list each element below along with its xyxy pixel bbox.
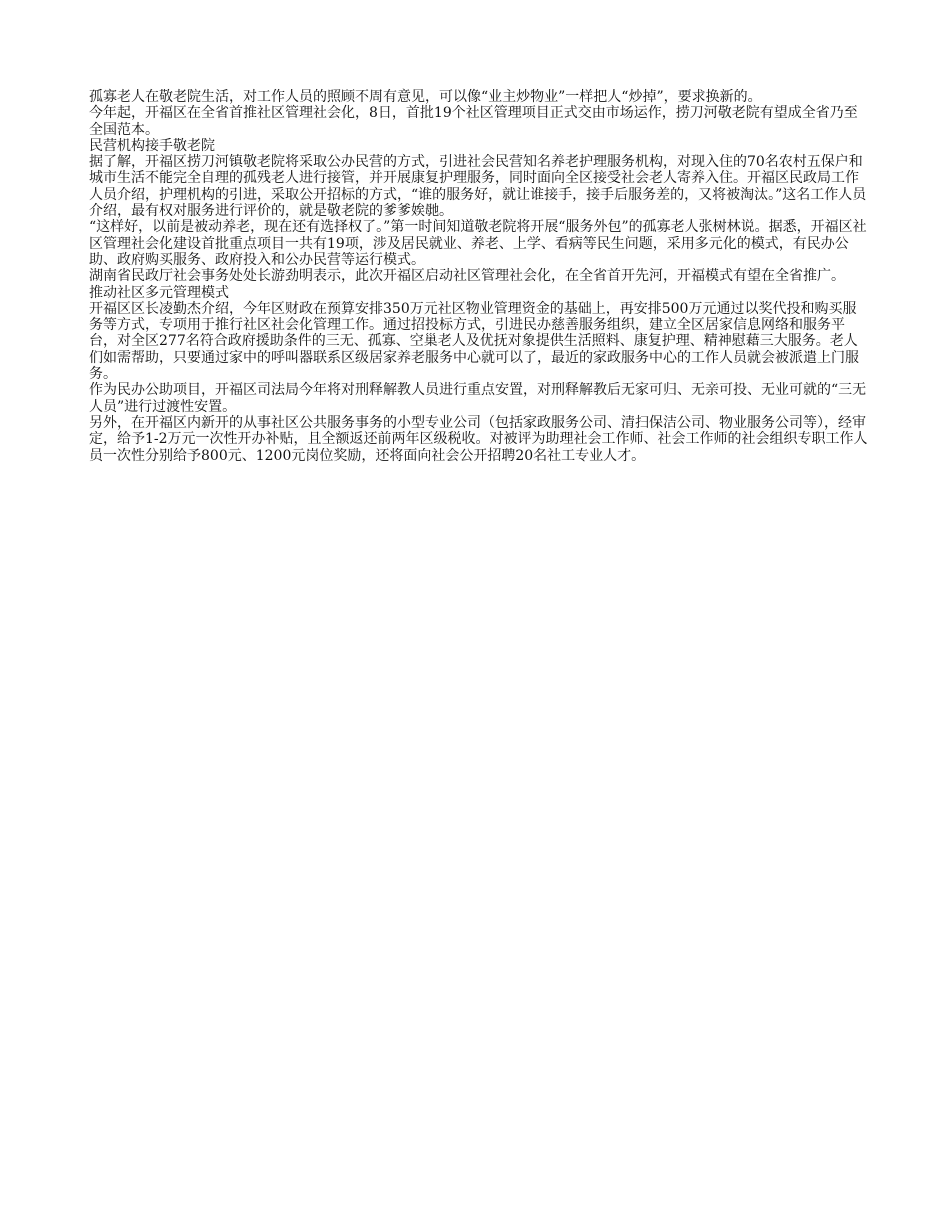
document-body [89,89,869,464]
paragraph-subsidies: 另外，在开福区内新开的从事社区公共服务事务的小型专业公司（包括家政服务公司、清扫保洁公司、物业服务公司等），经审定，给予1-2万元一次性开办补贴，且全额返还前两年区级税收。对被评为助理社会工作师、社会工作师的社会组织专职工作人员一次性分别给予800元、1200元岗位奖励，还将面向社会公开招聘20名社工专业人才。 [89,414,868,464]
section-heading-private-operator: 民营机构接手敬老院 [89,137,215,154]
paragraph-provincial-comment: 湖南省民政厅社会事务处处长游劲明表示，此次开福区启动社区管理社会化，在全省首开先河，开福模式有望在全省推广。 [89,268,845,285]
paragraph-funding: 开福区区长凌勤杰介绍，今年区财政在预算安排350万元社区物业管理资金的基础上，再安排500万元通过以奖代投和购买服务等方式，专项用于推行社区社会化管理工作。通过招投标方式，引进民办慈善服务组织，建立全区居家信息网络和服务平台，对全区277名符合政府援助条件的三无、孤寡、空巢老人及优抚对象提供生活照料、康复护理、精神慰藉三大服务。老人们如需帮助，只要通过家中的呼叫器联系区级居家养老服务中心就可以了，最近的家政服务中心的工作人员就会被派遣上门服务。 [89,300,859,383]
paragraph-intro: 孤寡老人在敬老院生活，对工作人员的照顾不周有意见，可以像“业主炒物业”一样把人“炒掉”，要求换新的。 [89,89,762,105]
paragraph-justice-bureau: 作为民办公助项目，开福区司法局今年将对刑释解教人员进行重点安置，对刑释解教后无家可归、无亲可投、无业可就的“三无人员”进行过渡性安置。 [89,382,867,415]
section-heading-multi-management: 推动社区多元管理模式 [89,284,229,301]
paragraph-nursing-home: 据了解，开福区捞刀河镇敬老院将采取公办民营的方式，引进社会民营知名养老护理服务机构，对现入住的70名农村五保户和城市生活不能完全自理的孤残老人进行接管，并开展康复护理服务，同时面向全区接受社会老人寄养入住。开福区民政局工作人员介绍，护理机构的引进，采取公开招标的方式，“谁的服务好，就让谁接手，接手后服务差的，又将被淘汰。”这名工作人员介绍，最有权对服务进行评价的，就是敬老院的爹爹娭毑。 [89,154,867,220]
paragraph-resident-quote: “这样好，以前是被动养老，现在还有选择权了。”第一时间知道敬老院将开展“服务外包”的孤寡老人张树林说。据悉，开福区社区管理社会化建设首批重点项目一共有19项，涉及居民就业、养老、上学、看病等民生问题，采用多元化的模式，有民办公助、政府购买服务、政府投入和公办民营等运行模式。 [89,219,867,268]
paragraph-lead: 今年起，开福区在全省首推社区管理社会化，8日，首批19个社区管理项目正式交由市场运作，捞刀河敬老院有望成全省乃至全国范本。 [89,105,858,138]
